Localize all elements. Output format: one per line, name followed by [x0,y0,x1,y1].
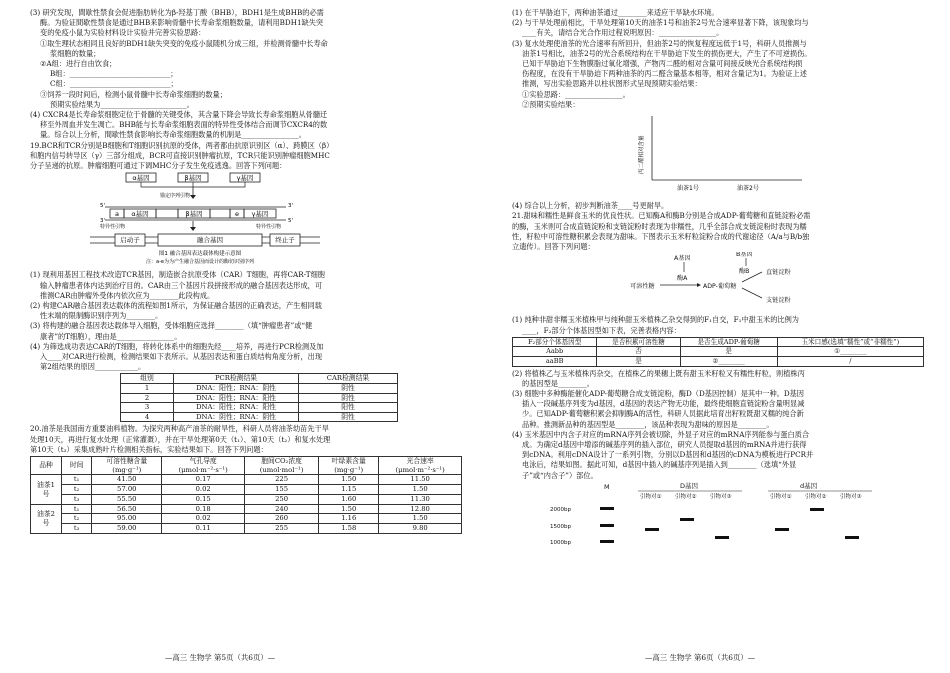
gel-d-lower-label: d基因 [800,481,818,490]
figure-caption: 图1 融合基因表达载体构建示意图 [158,251,242,258]
svg-text:a: a [115,210,119,219]
gamma-gene-label: γ基因 [236,174,254,183]
gene-b-label: B基因 [736,252,753,259]
q18-part4: (4) CXCR4是长寿命浆细胞定位于骨髓的关键受体，其含量下降会导致长寿命浆细胞从骨髓迁 移至外周血并发生凋亡。BHB能与长寿命浆细胞表面的特异性受体结合而调节CXCR4的数 量。综合以上分析，間歇性禁食影响长寿命浆细胞数量的机制是________________。 [30,110,328,140]
bp-1500-label: 1500bp [550,523,571,530]
primer-label-right: 特异性引物 [256,224,282,231]
svg-text:α基因: α基因 [131,210,149,219]
table-row: t₃ 59.00 0.11 255 1.58 9.80 [31,523,462,533]
table-row: aaBB 是 ②________ / [513,357,924,367]
chart-xlabel-2: 油茶2号 [737,185,759,193]
q19-questions: (1) 现利用基因工程技术改造TCR基因，制造嵌合抗原受体（CAR）T细胞，再将CAR-T细胞 输入肿瘤患者体内达到治疗目的。CAR由三个基因片段拼接形成的融合基因表达形成，可 推测CAR由肿瘤外受体内依次应为________此段构成。 (2) 构建CAR融合基因表达载体的流程如图1所示，为保证融合基因的正确表达，产生相同载 性末端的限制酶识别序列为________。 (3) 将构建的融合基因表达载体导入细胞，受体细胞应选择________（填“肿瘤患者”或“健 康者”的T细胞），理由是________________。 (4) 为筛选成功表达CAR的T细胞，将转化体系中的细胞先经____培养，再进行PCR检测及加 入____对CAR进行检测，检测结果如下表所示。从基因表达和蛋白质结构角度分析，出现 第2组结果的原因____________。 [30,270,325,372]
right-page [512,8,924,556]
q21-parts2-4: (2) 将植株乙与玉米植株丙杂交，在植株乙的果穗上既有甜玉米籽粒又有糯性籽粒，则植株丙 的基因型是________。 (3) 细胞中多种酶能催化ADP-葡萄糖合成支链淀粉，酶D（D基因控制）是其中一种。D基因 插入一段碱基序列变为d基因，d基因的表达产物无功能，最终使细胞直链淀粉含量明显减 少。已知ADP-葡萄糖积累会抑制酶A的活性，科研人员据此培育出籽粒既甜又糯的纯合新 品种。推测新品种的基因型是________，该品种表现为甜味的原因是________。 (4) 玉米基因中内含子对应的mRNA序列会被切除，外显子对应的mRNA序列能参与蛋白质合 成。为确定d基因中增添的碱基序列的插入部位，研究人员提取d基因的mRNA并进行获得 到cDNA。利用cDNA设计了一系列引物，分别以D基因和d基因的cDNA为模板进行PCR并 电泳后，结果如图。据此可知，d基因中插入的碱基序列是插入到________（选填“外显 子”或“内含子”）部位。 [512,368,814,480]
gene-a-label: A基因 [674,255,691,263]
bp-2000-label: 2000bp [550,506,571,513]
enzyme-a-label: 酶A [677,275,688,283]
table-row: 油茶1号 t₁ 41.50 0.17 225 1.50 11.50 [31,475,462,485]
svg-text:引物对③: 引物对③ [840,493,862,500]
enzyme-b-label: 酶B [739,268,750,276]
table-row: 3 DNA：阳性；RNA：阳性 阳性 [121,403,398,413]
fusion-gene-figure [30,171,462,267]
gel-d-upper-label: D基因 [680,481,699,490]
bp-1000-label: 1000bp [550,539,571,546]
electrophoresis-gel [512,481,924,553]
q19-intro: 19.BCR和TCR分别是B细胞和T细胞识别抗原的受体，两者都由抗原识别区（α）、跨膜区（β） 和胞内信号转导区（γ）三部分组成，BCR可直接识别肿瘤抗原，TCR只能识别肿瘤细胞MHC 分子呈递的抗原。肿瘤细胞可通过下调MHC分子发生免疫逃逸。回答下列问题： [30,140,334,171]
table-row: t₂ 95.00 0.02 260 1.16 1.50 [31,514,462,524]
svg-text:引物对②: 引物对② [805,493,827,500]
genotype-table: F₂部分个体基因型 是否积累可溶性糖 是否生成ADP-葡萄糖 玉米口感(选填“糯性”或“非糯性”) Aabb 否 是 ①________ aaBB 是 ②________ / [512,337,924,367]
chart-xlabel-1: 油茶1号 [677,185,699,193]
left-page [30,8,462,534]
adp-glucose-label: ADP-葡萄糖 [703,283,737,291]
blank-bar-chart [512,110,924,198]
q20-intro: 20.油茶是我国南方重要油料植物。为探究两种高产油茶的耐旱性，科研人员将油茶幼苗先干旱 处理10天，再进行复水处理（正常灌溉），并在干旱处理第0天（t₁）、第10天（t₂）和复水处理 第10天（t₃）采集成熟叶片检测相关指标，实验结果如下。回答下列问题： [30,424,331,454]
alpha-gene-label: α基因 [132,174,150,183]
beta-gene-label: β基因 [184,174,202,183]
drought-data-table: 品种 时间 可溶性糖含量 气孔导度 胞间CO₂浓度 叶绿素含量 光合速率 (mg·g⁻¹) (μmol·m⁻²·s⁻¹) (umol·mol⁻¹) (mg·g⁻¹) (μmol·m⁻²·s⁻¹) 油茶1号 t₁ 41.50 0.17 225 1.50 11.50 t₂ 57.00 0.02 155 1.15 1.50 t₃ 55.50 0.15 250 1.60 11.30 油茶2号 t₁ 56.50 0.18 240 1.50 12.80 t₂ 95.00 0.02 260 1.16 1.50 t₃ 59.00 0.11 255 1.58 9.80 [30,456,462,534]
svg-text:β基因: β基因 [185,210,203,219]
q21-intro: 21.甜味和糯性是鲜食玉米的优良性状。已知酶A和酶B分别是合成ADP-葡萄糖和直链淀粉必需 的酶，玉米则可合成直链淀粉和支链淀粉时表现为非糯性，几乎全部合成支链淀粉时表现为糯 性，籽粒中可溶性糖积累会表现为甜味。下图表示玉米籽粒淀粉合成的代谢途径（A/a与B/b独 立遗传）。回答下列问题： [512,211,811,252]
terminator-label: 终止子 [275,236,295,245]
chart-ylabel: 丙二醛相对含量 [639,135,645,175]
svg-text:3': 3' [100,218,106,225]
q20-questions: (1) 在干旱胁迫下，两种油茶通过________来适应干旱缺水环境。 (2) 与干旱处理前相比，干旱处理第10天的油茶1号和油茶2号光合速率显著下降，该现象均与 ____有关，请结合光合作用过程说明原因：________________。 (3) 复水处理使油茶的光合速率有所回升，但油茶2号的恢复程度远低于1号，科研人员推测与 油茶1号相比，油茶2号的光合系统结构在干旱胁迫下发生的损伤更大，产生了不可逆损伤。 已知干旱胁迫下生物膜脂过氧化增强，产物丙二醛的相对含量可间接反映光合系统结构损 伤程度，在没有干旱胁迫下两种油茶的丙二醛含量基本相等，相对含量记为1。为验证上述 推测，写出实验思路并以柱状图形式呈现预期实验结果： ①实验思路：________________。 ②预期实验结果： [512,8,812,109]
soluble-sugar-label: 可溶性糖 [630,283,655,291]
q18-part3: (3) 研究发现，間歇性禁食会促进脂肪转化为β-羟基丁酸（BHB），BDH1是生成BHB的必需 酶。为验证間歇性禁食是通过BHB来影响骨髓中长寿命浆细胞数量，请利用BDH1缺失突 变的免疫小鼠为实验材料设计实验并完善实验思路： ①取生理状态相同且良好的BDH1缺失突变的免疫小鼠随机分成三组，并检测骨髓中长寿命 浆细胞的数量； ②A组：进行自由饮食； B组：____________________________； C组：____________________________； ③饲养一段时间后，检测小鼠骨髓中长寿命浆细胞的数量； 预期实验结果为________________________。 [30,8,328,109]
figure-note: 注：a-e为为产生融合基因而设计的酶切识别序列 [146,259,254,266]
svg-text:引物对③: 引物对③ [710,493,732,500]
amylose-label: 直链淀粉 [766,269,791,277]
table-row: 4 DNA：阴性；RNA：阴性 阴性 [121,412,398,422]
svg-text:引物对①: 引物对① [770,493,792,500]
promoter-label: 启动子 [120,236,140,245]
svg-text:γ基因: γ基因 [251,210,269,219]
primer-label-top: 锚定序列引物 [160,193,191,200]
q20-part4: (4) 综合以上分析，初步判断油茶____号更耐旱。 [512,201,669,211]
table-row: 1 DNA：阳性；RNA：阴性 阴性 [121,384,398,394]
table-row: t₂ 57.00 0.02 155 1.15 1.50 [31,485,462,495]
svg-text:5': 5' [100,203,106,210]
q21-part1: (1) 纯种非甜非糯玉米植株甲与纯种甜玉米植株乙杂交得到的F₁自交，F₁中甜玉米的比例为 ____，F₂部分个体基因型如下表，完善表格内容： [512,315,799,335]
pcr-result-table: 组别 PCR检测结果 CAR检测结果 1 DNA：阳性；RNA：阴性 阴性 2 DNA：阳性；RNA：阳性 阴性 3 DNA：阳性；RNA：阳性 阳性 4 DNA：阴性；RNA：阴性 阴性 [120,373,398,422]
marker-label: M [604,482,610,491]
starch-pathway-diagram [512,252,924,312]
table-row: Aabb 否 是 ①________ [513,347,924,357]
svg-text:引物对②: 引物对② [675,493,697,500]
table-row: 油茶2号 t₁ 56.50 0.18 240 1.50 12.80 [31,504,462,514]
table-row: t₃ 55.50 0.15 250 1.60 11.30 [31,494,462,504]
amylopectin-label: 支链淀粉 [766,297,791,305]
table-row: 2 DNA：阳性；RNA：阳性 阴性 [121,393,398,403]
svg-text:e: e [235,210,239,219]
svg-text:5': 5' [288,218,294,225]
page-footer-right: —高三 生物学 第6页（共6页）— [645,653,756,662]
svg-text:3': 3' [288,203,294,210]
svg-text:引物对①: 引物对① [640,493,662,500]
page-footer-left: —高三 生物学 第5页（共6页）— [165,653,276,662]
primer-label-bottom: 特异性引物 [100,224,126,231]
fusion-gene-label: 融合基因 [197,236,223,245]
